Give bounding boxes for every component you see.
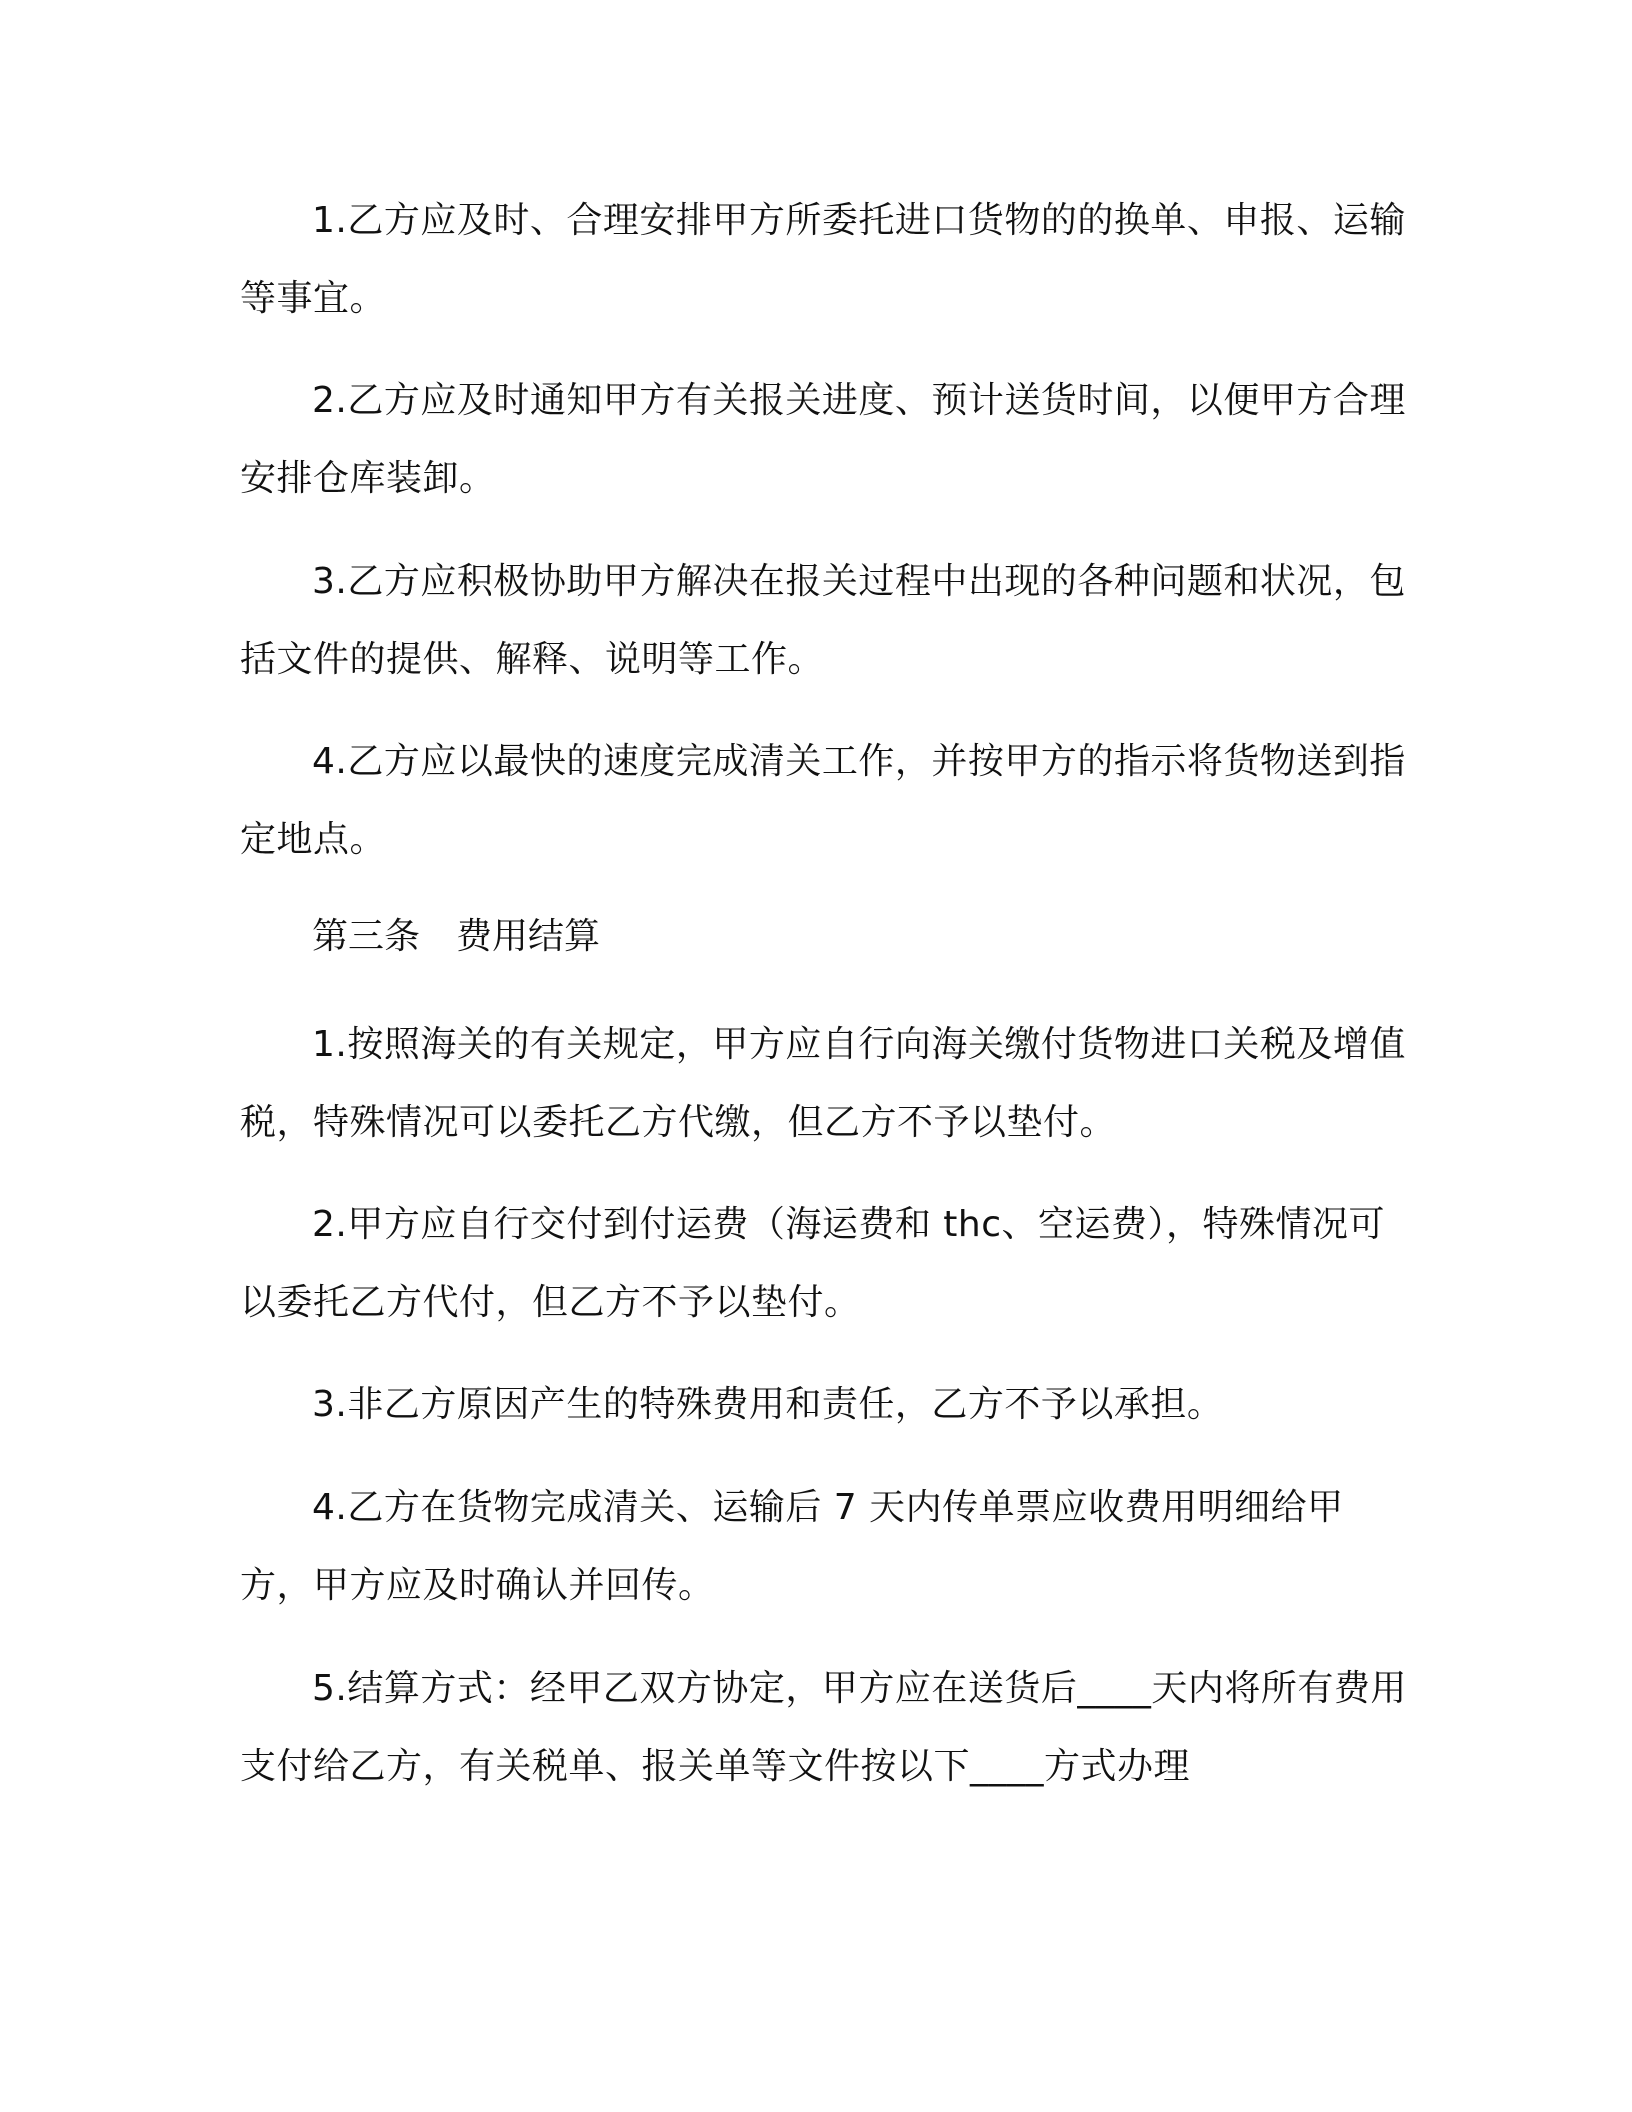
clause-3-item-3: 3.非乙方原因产生的特殊费用和责任，乙方不予以承担。 bbox=[312, 1384, 1224, 1425]
clause-2-item-1: 1.乙方应及时、合理安排甲方所委托进口货物的的换单、申报、运输等事宜。 bbox=[240, 200, 1406, 319]
clause-3-item-1: 1.按照海关的有关规定，甲方应自行向海关缴付货物进口关税及增值税，特殊情况可以委托乙方代缴，但乙方不予以垫付。 bbox=[240, 1024, 1406, 1143]
clause-3-item-5: 5.结算方式：经甲乙双方协定，甲方应在送货后____天内将所有费用支付给乙方，有关税单、报关单等文件按以下____方式办理 bbox=[240, 1668, 1407, 1787]
clause-2-item-3: 3.乙方应积极协助甲方解决在报关过程中出现的各种问题和状况，包括文件的提供、解释、说明等工作。 bbox=[240, 561, 1406, 680]
clause-3-item-2: 2.甲方应自行交付到付运费（海运费和 thc、空运费），特殊情况可以委托乙方代付，但乙方不予以垫付。 bbox=[240, 1204, 1386, 1323]
clause-2-item-2: 2.乙方应及时通知甲方有关报关进度、预计送货时间，以便甲方合理安排仓库装卸。 bbox=[240, 380, 1406, 499]
clause-2-item-4: 4.乙方应以最快的速度完成清关工作，并按甲方的指示将货物送到指定地点。 bbox=[240, 741, 1406, 860]
clause-3-item-4: 4.乙方在货物完成清关、运输后 7 天内传单票应收费用明细给甲方，甲方应及时确认并回传。 bbox=[240, 1487, 1344, 1606]
section-heading: 第三条 费用结算 bbox=[312, 916, 601, 957]
